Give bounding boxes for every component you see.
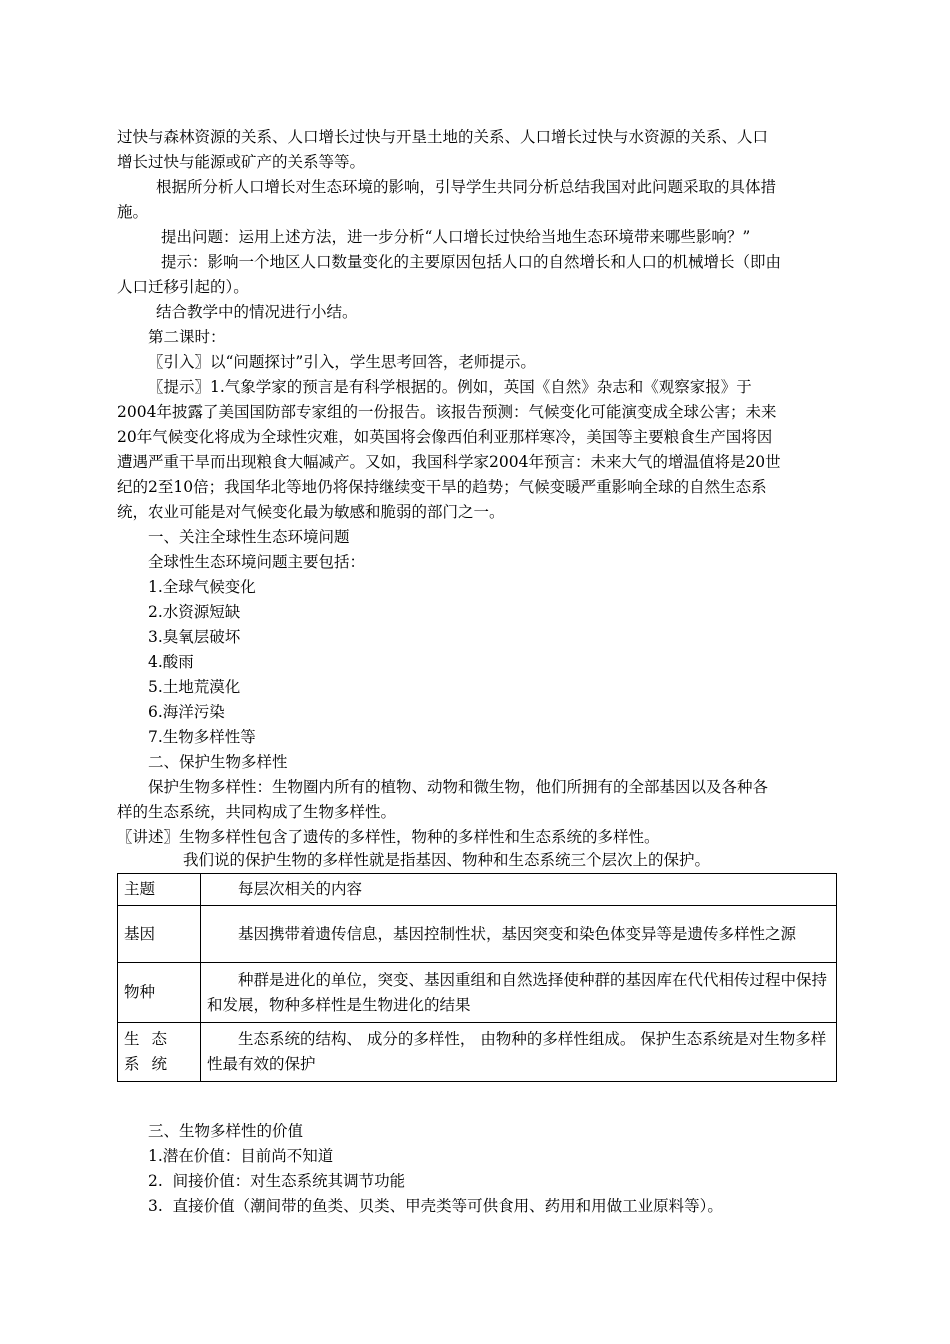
table-header-cell: 每层次相关的内容 bbox=[201, 874, 837, 906]
section-heading: 一、关注全球性生态环境问题 bbox=[148, 528, 350, 546]
paragraph-line: 增长过快与能源或矿产的关系等等。 bbox=[117, 153, 366, 171]
biodiversity-table bbox=[117, 873, 837, 1082]
list-item: 2. 间接价值：对生态系统其调节功能 bbox=[148, 1172, 406, 1190]
paragraph-line: 提示：影响一个地区人口数量变化的主要原因包括人口的自然增长和人口的机械增长（即由 bbox=[161, 253, 782, 271]
list-item: 5.土地荒漠化 bbox=[148, 678, 241, 696]
paragraph-line: 我们说的保护生物的多样性就是指基因、物种和生态系统三个层次上的保护。 bbox=[183, 851, 711, 869]
table-row-label: 物种 bbox=[118, 963, 201, 1023]
paragraph-line: 施。 bbox=[117, 203, 149, 221]
paragraph-line: 第二课时： bbox=[148, 328, 226, 346]
paragraph-line: 纪的2至10倍；我国华北等地仍将保持继续变干旱的趋势；气候变暖严重影响全球的自然生态系 bbox=[117, 478, 767, 496]
paragraph-line: 过快与森林资源的关系、人口增长过快与开垦土地的关系、人口增长过快与水资源的关系、人口 bbox=[117, 128, 769, 146]
paragraph-line: 保护生物多样性：生物圈内所有的植物、动物和微生物，他们所拥有的全部基因以及各种各 bbox=[148, 778, 769, 796]
paragraph-line: 人口迁移引起的）。 bbox=[117, 278, 249, 296]
list-item: 4.酸雨 bbox=[148, 653, 194, 671]
paragraph-line: 根据所分析人口增长对生态环境的影响，引导学生共同分析总结我国对此问题采取的具体措 bbox=[156, 178, 777, 196]
section-heading: 三、生物多样性的价值 bbox=[148, 1122, 304, 1140]
paragraph-line: 20年气候变化将成为全球性灾难，如英国将会像西伯利亚那样寒冷，美国等主要粮食生产国将因 bbox=[117, 428, 773, 446]
paragraph-line: 全球性生态环境问题主要包括： bbox=[148, 553, 366, 571]
table-row-label: 基因 bbox=[118, 906, 201, 963]
list-item: 1.潜在价值：目前尚不知道 bbox=[148, 1147, 334, 1165]
list-item: 7.生物多样性等 bbox=[148, 728, 256, 746]
paragraph-line: 〖引入〗以“问题探讨”引入，学生思考回答，老师提示。 bbox=[148, 353, 536, 371]
table-header-cell: 主题 bbox=[118, 874, 201, 906]
section-heading: 二、保护生物多样性 bbox=[148, 753, 288, 771]
list-item: 3. 直接价值（潮间带的鱼类、贝类、甲壳类等可供食用、药用和用做工业原料等）。 bbox=[148, 1197, 723, 1215]
table-row bbox=[118, 1023, 837, 1082]
list-item: 6.海洋污染 bbox=[148, 703, 225, 721]
paragraph-line: 遭遇严重干旱而出现粮食大幅减产。又如，我国科学家2004年预言：未来大气的增温值将是20世 bbox=[117, 453, 781, 471]
paragraph-line: 2004年披露了美国国防部专家组的一份报告。该报告预测：气候变化可能演变成全球公害；未来 bbox=[117, 403, 777, 421]
list-item: 3.臭氧层破坏 bbox=[148, 628, 241, 646]
table-row bbox=[118, 906, 837, 963]
table-row bbox=[118, 963, 837, 1023]
table-row-content: 基因携带着遗传信息，基因控制性状，基因突变和染色体变异等是遗传多样性之源 bbox=[201, 906, 837, 963]
list-item: 2.水资源短缺 bbox=[148, 603, 241, 621]
table-row-content: 生态系统的结构、 成分的多样性， 由物种的多样性组成。 保护生态系统是对生物多样性最有效的保护 bbox=[201, 1023, 837, 1082]
paragraph-line: 结合教学中的情况进行小结。 bbox=[156, 303, 358, 321]
paragraph-line: 〖讲述〗生物多样性包含了遗传的多样性，物种的多样性和生态系统的多样性。 bbox=[117, 828, 660, 846]
list-item: 1.全球气候变化 bbox=[148, 578, 256, 596]
table-row-label: 生态系统 bbox=[118, 1023, 201, 1082]
paragraph-line: 提出问题：运用上述方法，进一步分析“人口增长过快给当地生态环境带来哪些影响？” bbox=[161, 228, 751, 246]
paragraph-line: 样的生态系统，共同构成了生物多样性。 bbox=[117, 803, 397, 821]
paragraph-line: 统，农业可能是对气候变化最为敏感和脆弱的部门之一。 bbox=[117, 503, 505, 521]
table-header-row bbox=[118, 874, 837, 906]
paragraph-line: 〖提示〗1.气象学家的预言是有科学根据的。例如，英国《自然》杂志和《观察家报》于 bbox=[148, 378, 752, 396]
table-row-content: 种群是进化的单位，突变、基因重组和自然选择使种群的基因库在代代相传过程中保持和发展，物种多样性是生物进化的结果 bbox=[201, 963, 837, 1023]
